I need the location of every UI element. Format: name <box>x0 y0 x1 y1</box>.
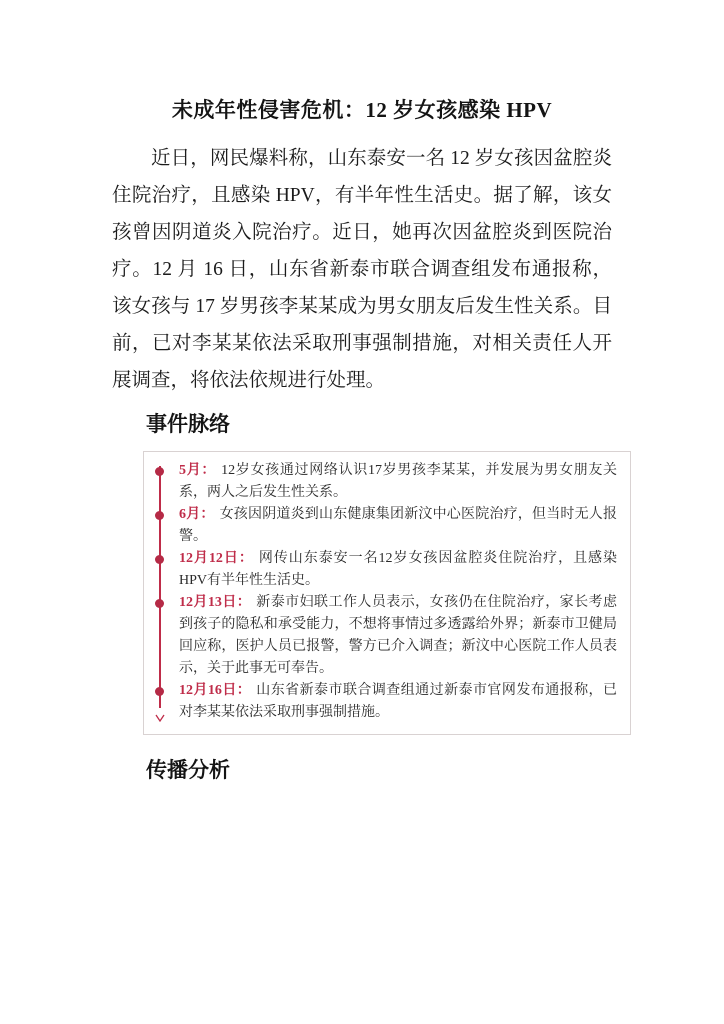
timeline-date: 12月12日： <box>179 551 254 566</box>
timeline-entry <box>144 592 617 680</box>
timeline-entry <box>144 504 617 548</box>
timeline-dot-icon <box>155 467 164 476</box>
timeline-date: 5月： <box>179 463 217 478</box>
timeline-dot-icon <box>155 599 164 608</box>
timeline-date: 6月： <box>179 507 215 522</box>
timeline-entry <box>144 548 617 592</box>
timeline-box <box>143 451 631 735</box>
section-heading-timeline: 事件脉络 <box>146 412 230 436</box>
timeline-text: 12岁女孩通过网络认识17岁男孩李某某，并发展为男女朋友关系，两人之后发生性关系。 <box>179 463 618 500</box>
intro-paragraph: 近日，网民爆料称，山东泰安一名 12 岁女孩因盆腔炎住院治疗，且感染 HPV，有半年性生活史。据了解，该女孩曾因阴道炎入院治疗。近日，她再次因盆腔炎到医院治疗。12 月 16 日，山东省新泰市联合调查组发布通报称，该女孩与 17 岁男孩李某某成为男女朋友后发生性关系。目前，已对李某某依法采取刑事强制措施，对相关责任人开展调查，将依法依规进行处理。 <box>112 148 612 391</box>
timeline-text: 网传山东泰安一名12岁女孩因盆腔炎住院治疗，且感染HPV有半年性生活史。 <box>179 551 618 588</box>
timeline-date: 12月16日： <box>179 683 252 698</box>
timeline-dot-icon <box>155 511 164 520</box>
section-heading-spread: 传播分析 <box>146 758 230 782</box>
document-title: 未成年性侵害危机：12 岁女孩感染 HPV <box>171 98 553 122</box>
timeline-entry <box>144 680 617 724</box>
timeline-dot-icon <box>155 687 164 696</box>
timeline-text: 新泰市妇联工作人员表示，女孩仍在住院治疗，家长考虑到孩子的隐私和承受能力，不想将事情过多透露给外界；新泰市卫健局回应称，医护人员已报警，警方已介入调查；新汶中心医院工作人员表示，关于此事无可奉告。 <box>179 595 618 676</box>
timeline-date: 12月13日： <box>179 595 252 610</box>
timeline-text: 女孩因阴道炎到山东健康集团新汶中心医院治疗，但当时无人报警。 <box>179 507 618 544</box>
timeline-text: 山东省新泰市联合调查组通过新泰市官网发布通报称，已对李某某依法采取刑事强制措施。 <box>179 683 618 720</box>
timeline-dot-icon <box>155 555 164 564</box>
timeline-entry <box>144 460 617 504</box>
